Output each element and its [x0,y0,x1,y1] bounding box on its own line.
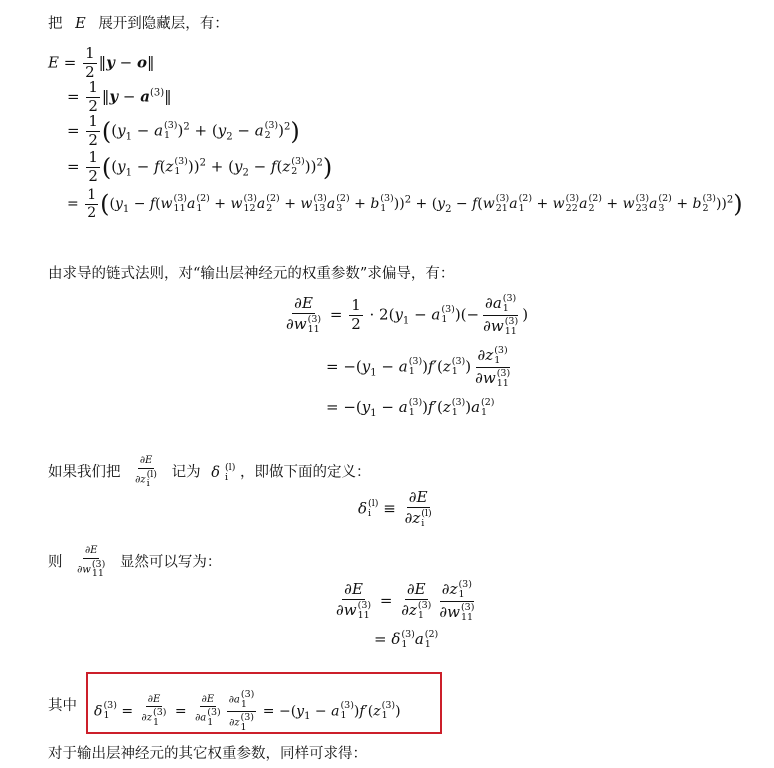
deriv1-text-0 [0,0,1,1]
deriv1-line-3: = $\frac{1}{2}$ (($y_1 - a$ (3) 1 )$^2 + (y_2 - a$ (3) 2 )$^2$) [67,112,300,149]
definition-intro: 如果我们把 ∂E ∂z (l) i 记为 δ (l) i ，即做下面的定义： [48,455,371,490]
rewrite-intro-lead: 则 [48,554,63,571]
deriv3-line-2: = δ (3) 1 a (2) 1 [374,629,439,650]
definition-intro-tail: ，即做下面的定义： [240,464,371,481]
closing-line: 对于输出层神经元的其它权重参数，同样可求得： [48,746,367,762]
deriv2-line-3: = $-(y_1 - a$ (3) 1 )f′(z (3) 1 )a (2) 1 [326,397,495,419]
definition-formula: δ (l) i ≡ ∂E ∂z (l) i [358,488,432,529]
rewrite-intro-tail: 显然可以写为： [119,554,222,571]
definition-intro-lead: 如果我们把 [48,464,121,481]
rewrite-intro: 则 ∂E ∂w (3) 11 显然可以写为： [48,545,222,580]
deriv3-line-1: ∂E ∂w (3) 11 = ∂E ∂z (3) 1 ∂z (3) 1 ∂w (3) 11 [336,579,475,623]
intro-lead: 把 [48,16,63,32]
chain-rule-intro: 由求导的链式法则，对“输出层神经元的权重参数”求偏导，有： [48,266,455,282]
deriv1-line-1: E = $\frac{1}{2}$ ‖y − o‖ [48,44,155,81]
where-label: 其中 [48,698,77,714]
deriv1-line-2: = $\frac{1}{2}$ ‖y − $a^{(3)}‖$ [67,78,172,115]
intro-var: E [75,16,86,32]
definition-intro-mid: 记为 [171,464,201,481]
intro-line [48,12,229,33]
boxed-formula: δ (3) 1 = ∂E ∂z (3) 1 = ∂E ∂a (3) 1 ∂a (3) 1 ∂z (3) 1 = $-(y_1 - a$ (3) 1 )f′(z (3) 1 ) [94,689,401,733]
deriv2-line-2: = $-(y_1 - a$ (3) 1 )f′(z (3) 1 ) ∂z (3) 1 ∂w (3) 11 [326,345,511,389]
deriv1-line-5: = $\frac{1}{2}$ (($y_1 - f(w$ (3) 11 a (2) 1 + w (3) 12 a (2) 2 + w (3) 13 a (2) 3 + b (3) 1 ))$^2 + (y_2 - f(w$ (3) 21 a (2) 1 + w (3) 22 a (2) 2 + w (3) 23 a (2) 3 + b (3) 2 ))$^2$) [67,187,743,221]
deriv2-line-1: ∂E ∂w (3) 11 = $\frac{1}{2}$ · $2(y_1 - a$ (3) 1 )(− ∂a (3) 1 ∂w (3) 11 ) [286,293,529,337]
intro-tail: 展开到隐藏层，有： [98,16,229,32]
deriv1-line-4: = $\frac{1}{2}$ (($y_1 - f(z$ (3) 1 ))$^2 + (y_2 - f(z$ (3) 2 ))$^2$) [67,148,333,185]
